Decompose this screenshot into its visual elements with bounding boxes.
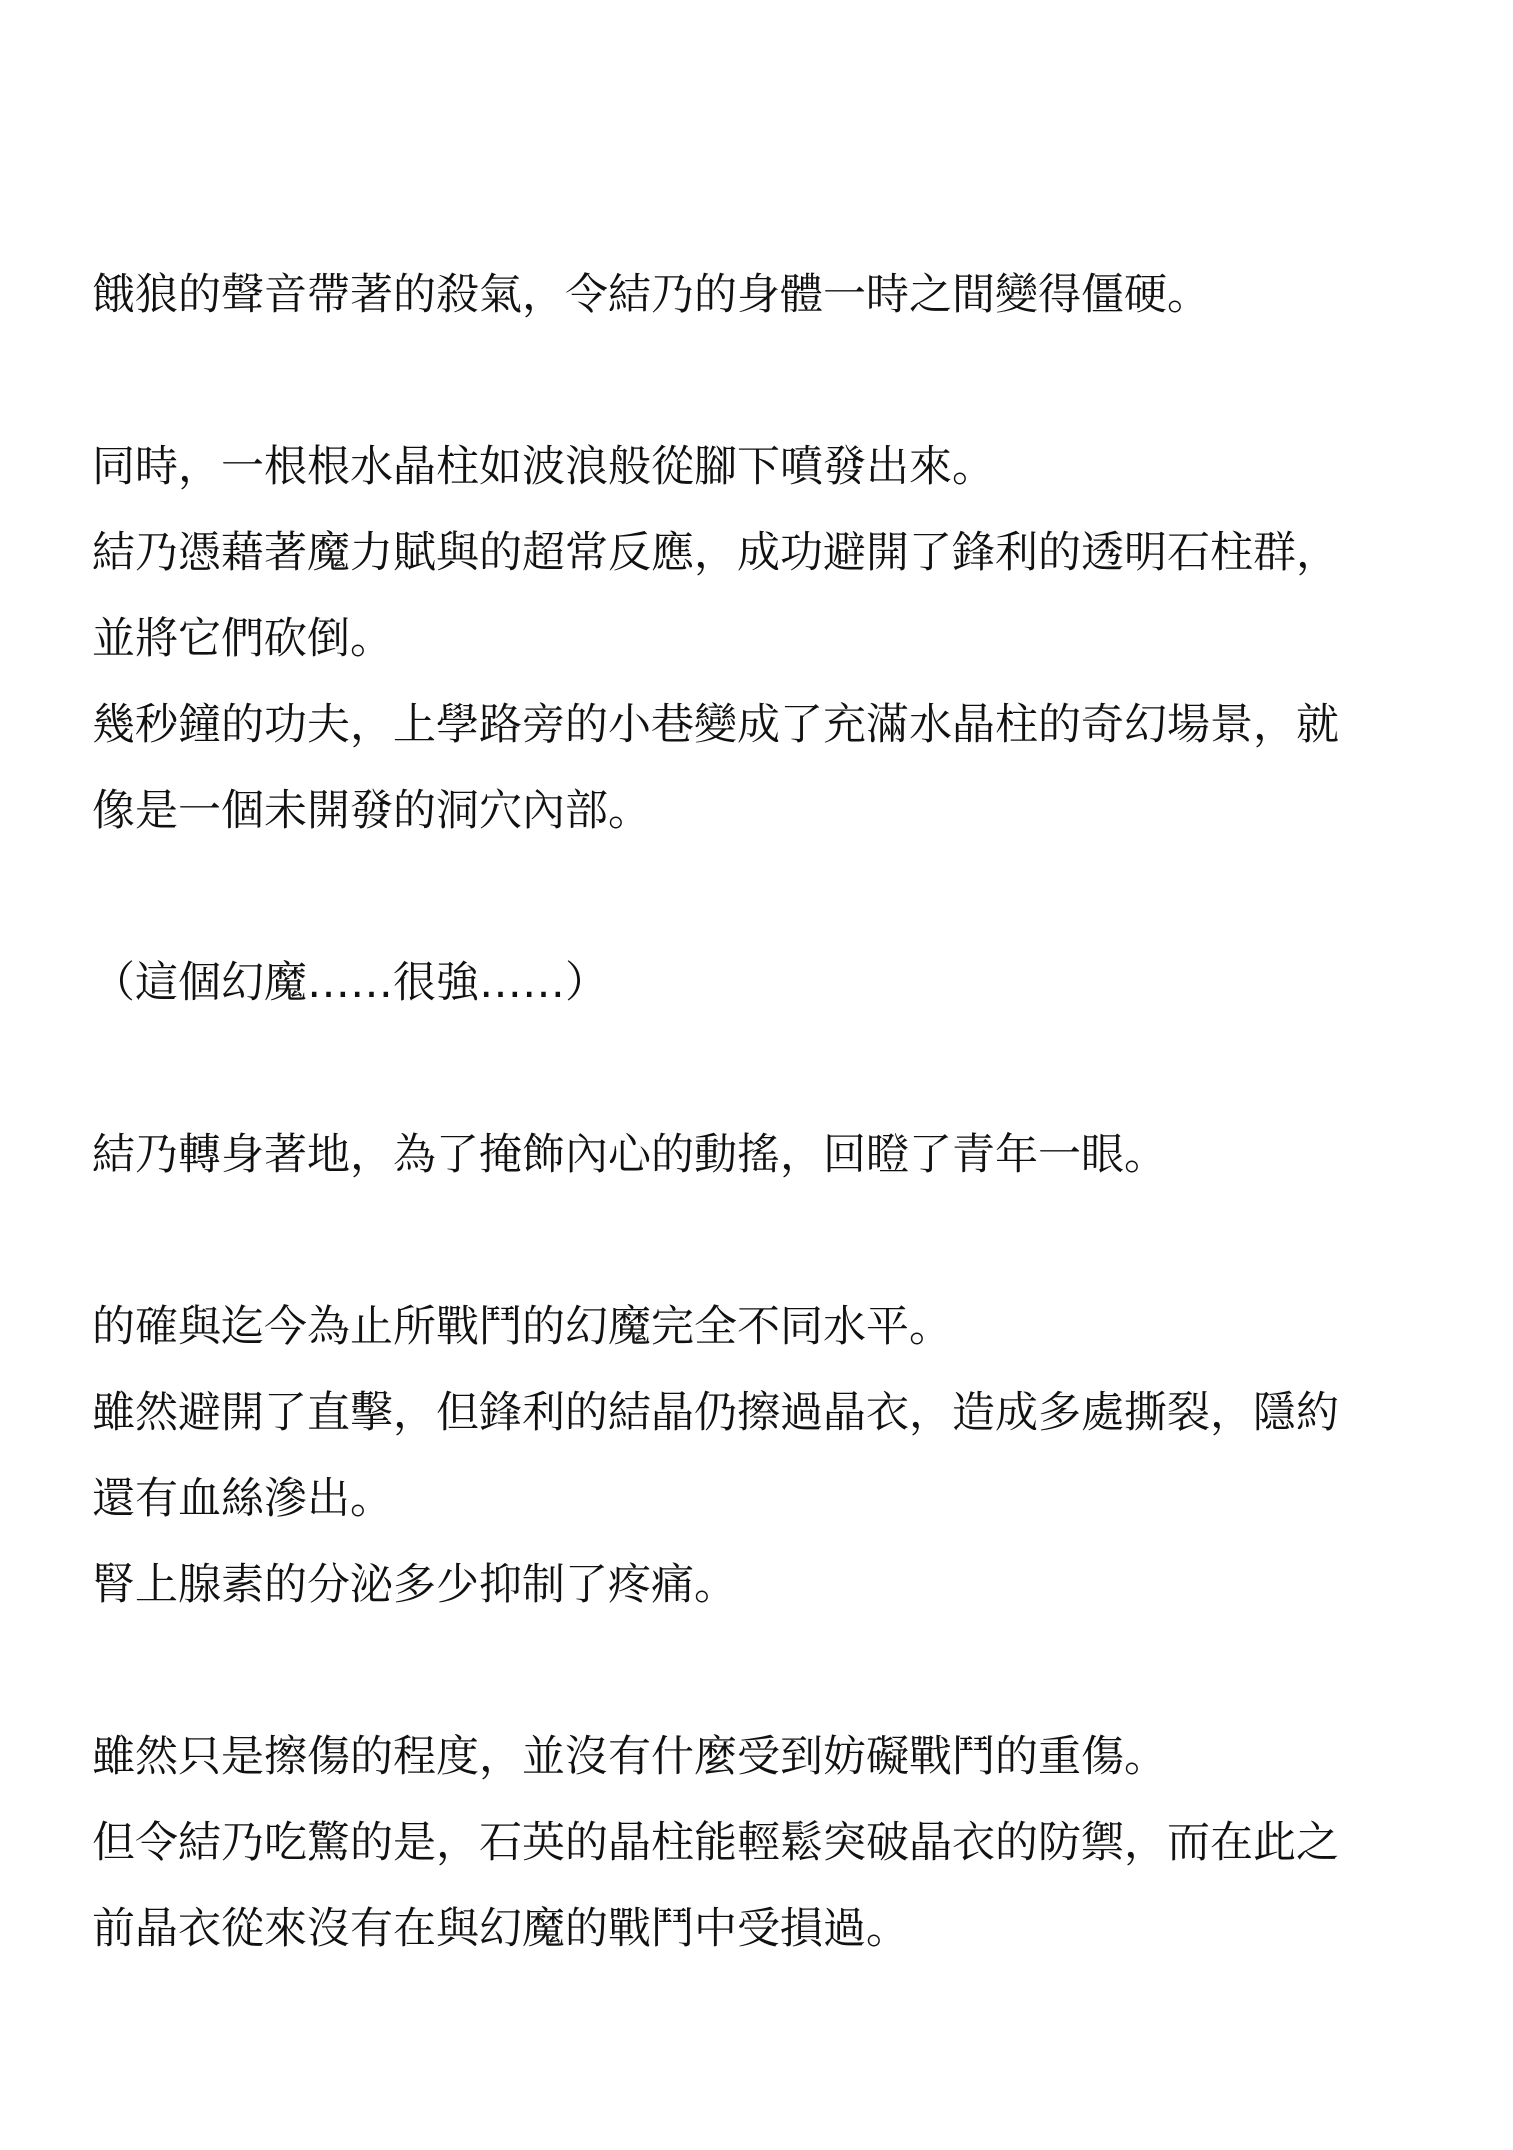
document-text: [92, 252, 1452, 1972]
blank-line: [92, 854, 1452, 940]
blank-line: [92, 1026, 1452, 1112]
blank-line: [92, 338, 1452, 424]
text-line: 雖然只是擦傷的程度，並沒有什麼受到妨礙戰鬥的重傷。: [92, 1732, 1167, 1782]
text-line: 還有血絲滲出。: [92, 1474, 393, 1524]
text-line: 幾秒鐘的功夫，上學路旁的小巷變成了充滿水晶柱的奇幻場景，就: [92, 700, 1339, 750]
text-line: 的確與迄今為止所戰鬥的幻魔完全不同水平。: [92, 1302, 952, 1352]
blank-line: [92, 1628, 1452, 1714]
text-line: 前晶衣從來沒有在與幻魔的戰鬥中受損過。: [92, 1904, 909, 1954]
blank-line: [92, 1198, 1452, 1284]
text-line: 腎上腺素的分泌多少抑制了疼痛。: [92, 1560, 737, 1610]
text-line: 雖然避開了直擊，但鋒利的結晶仍擦過晶衣，造成多處撕裂，隱約: [92, 1388, 1339, 1438]
text-line: 同時，一根根水晶柱如波浪般從腳下噴發出來。: [92, 442, 995, 492]
text-line: 結乃憑藉著魔力賦與的超常反應，成功避開了鋒利的透明石柱群，: [92, 528, 1339, 578]
text-line: （這個幻魔……很強……）: [92, 958, 608, 1008]
text-line: 像是一個未開發的洞穴內部。: [92, 786, 651, 836]
text-line: 但令結乃吃驚的是，石英的晶柱能輕鬆突破晶衣的防禦，而在此之: [92, 1818, 1339, 1868]
text-line: 並將它們砍倒。: [92, 614, 393, 664]
text-line: 結乃轉身著地，為了掩飾內心的動搖，回瞪了青年一眼。: [92, 1130, 1167, 1180]
text-line: 餓狼的聲音帶著的殺氣，令結乃的身體一時之間變得僵硬。: [92, 270, 1210, 320]
